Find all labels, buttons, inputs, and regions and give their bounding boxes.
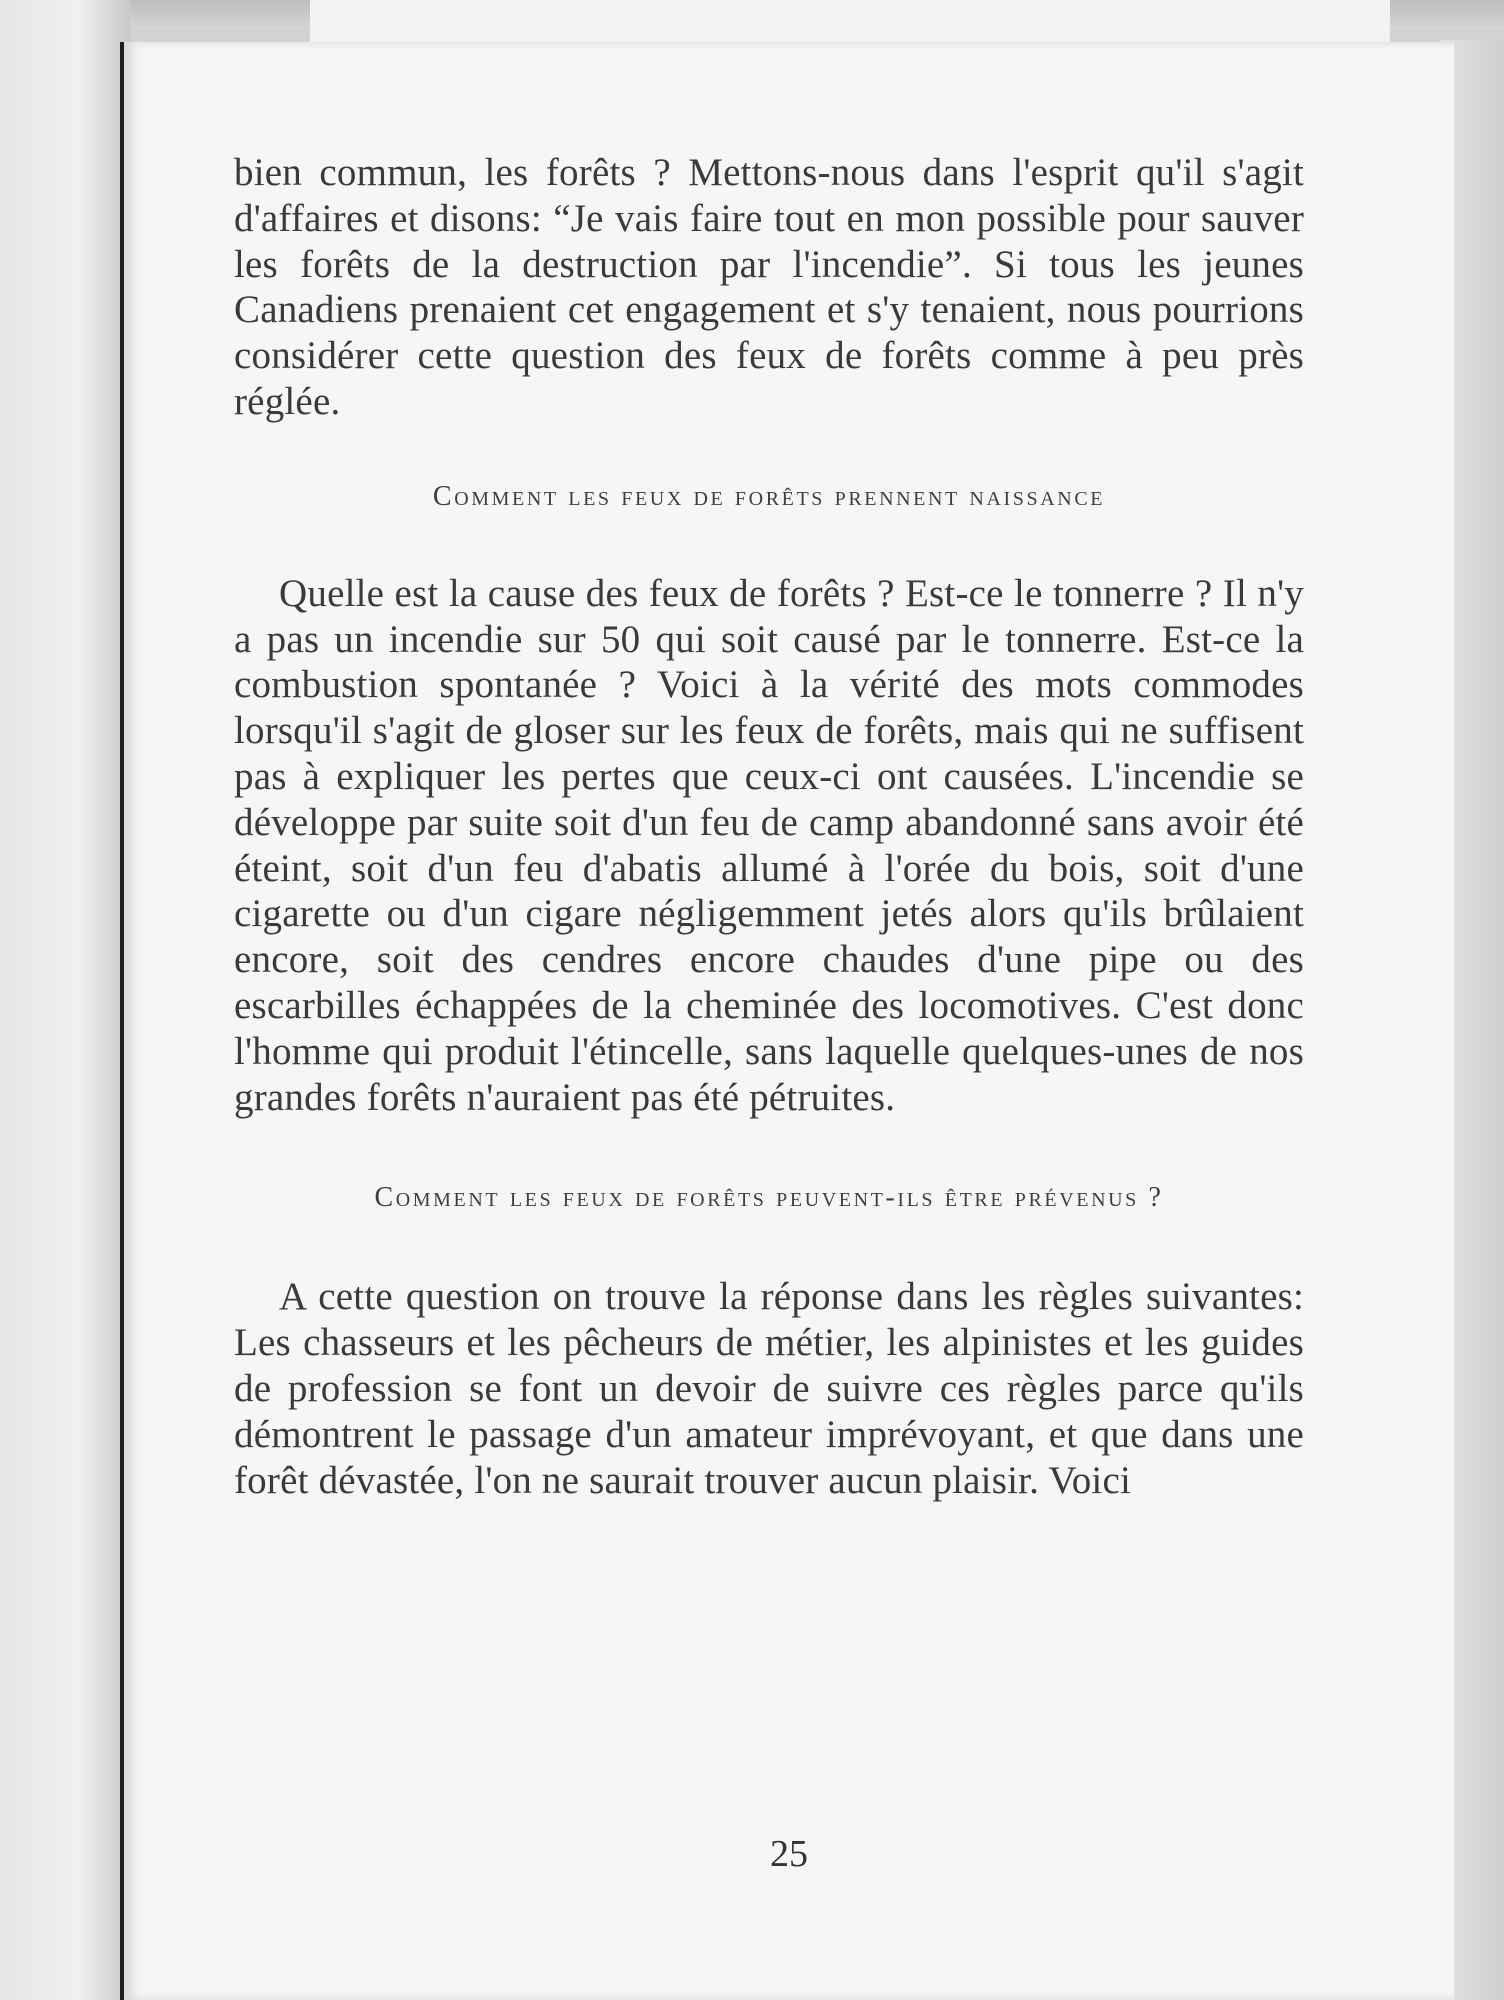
page-content bbox=[234, 150, 1304, 1503]
paragraph-3: A cette question on trouve la réponse dans les règles suivantes: Les chasseurs et les pêcheurs de métier, les alpinistes et les guides de profession se font un devoir de suivre ces règles parce qu'ils démontrent le passage d'un amateur imprévoyant, et que dans une forêt dévastée, l'on ne saurait trouver aucun plaisir. Voici bbox=[234, 1275, 1304, 1502]
paragraph-2: Quelle est la cause des feux de forêts ? Est-ce le tonnerre ? Il n'y a pas un incendie sur 50 qui soit causé par le tonnerre. Est-ce la combustion spontanée ? Voici à la vérité des mots commodes lorsqu'il s'agit de gloser sur les feux de forêts, mais qui ne suffisent pas à expliquer les pertes que ceux-ci ont causées. L'incendie se développe par suite soit d'un feu de camp abandonné sans avoir été éteint, soit d'un feu d'abatis allumé à l'orée du bois, soit d'une cigarette ou d'un cigare négligemment jetés alors qu'ils brûlaient encore, soit des cendres encore chaudes d'une pipe ou des escarbilles échappées de la cheminée des locomotives. C'est donc l'homme qui produit l'étincelle, sans laquelle quelques-unes de nos grandes forêts n'auraient pas été pétruites. bbox=[234, 571, 1304, 1119]
paragraph-1: bien commun, les forêts ? Mettons-nous dans l'esprit qu'il s'agit d'affaires et disons: “Je vais faire tout en mon possible pour sauver les forêts de la destruction par l'incendie”. Si tous les jeunes Canadiens prenaient cet engagement et s'y tenaient, nous pourrions considérer cette question des feux de forêts comme à peu près réglée. bbox=[234, 151, 1304, 423]
scan-background-left-page bbox=[0, 0, 130, 2000]
book-page bbox=[120, 42, 1454, 2000]
section-heading-2: Comment les feux de forêts peuvent-ils être prévenus ? bbox=[374, 1182, 1164, 1214]
section-heading-1: Comment les feux de forêts prennent naissance bbox=[432, 480, 1106, 512]
page-number: 25 bbox=[770, 1833, 808, 1875]
